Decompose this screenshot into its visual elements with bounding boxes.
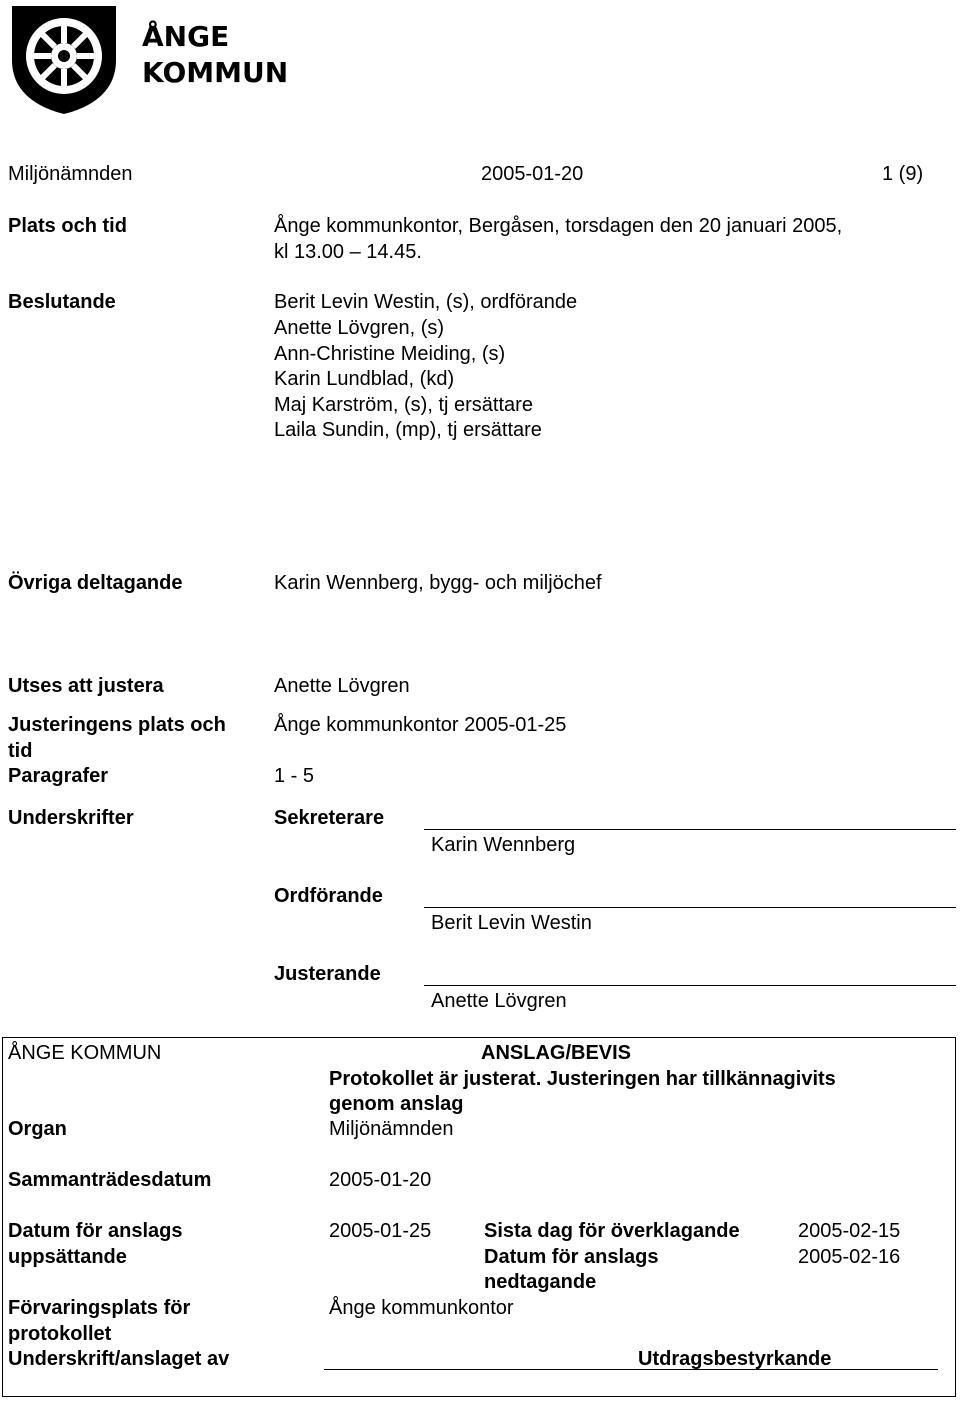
underskrifter-label: Underskrifter	[8, 807, 134, 829]
header-date: 2005-01-20	[481, 163, 584, 185]
anslag-justerat-line-1: Protokollet är justerat. Justeringen har tillkännagivits	[329, 1068, 836, 1090]
anslag-organ-label: Organ	[8, 1118, 67, 1140]
anslag-sammantrade-label: Sammanträdesdatum	[8, 1169, 212, 1191]
anslag-sammantrade-value: 2005-01-20	[329, 1169, 432, 1191]
anslag-uppsattande-label-line-1: Datum för anslags	[8, 1220, 183, 1242]
justeringens-value: Ånge kommunkontor 2005-01-25	[274, 714, 567, 736]
anslag-sista-dag-label: Sista dag för överklagande	[484, 1220, 740, 1242]
signature-role: Ordförande	[274, 885, 383, 907]
header-organ: Miljönämnden	[8, 163, 133, 185]
anslag-underskrift-label: Underskrift/anslaget av	[8, 1348, 230, 1370]
plats-label: Plats och tid	[8, 215, 127, 237]
anslag-justerat-line-2: genom anslag	[329, 1093, 464, 1115]
anslag-box-bottom-border	[2, 1396, 956, 1397]
paragrafer-label: Paragrafer	[8, 765, 109, 787]
beslutande-member: Anette Lövgren, (s)	[274, 317, 445, 339]
anslag-uppsattande-value: 2005-01-25	[329, 1220, 432, 1242]
anslag-utdrag-label: Utdragsbestyrkande	[638, 1348, 832, 1370]
anslag-forvaring-label-line-2: protokollet	[8, 1323, 112, 1345]
signature-name: Berit Levin Westin	[431, 912, 592, 934]
signature-line	[424, 829, 956, 830]
anslag-box-right-border	[955, 1037, 956, 1397]
municipal-shield-logo	[8, 2, 120, 116]
anslag-title: ANSLAG/BEVIS	[481, 1042, 632, 1064]
signature-line	[424, 985, 956, 986]
signature-role: Justerande	[274, 963, 381, 985]
signature-name: Anette Lövgren	[431, 990, 567, 1012]
paragrafer-value: 1 - 5	[274, 765, 315, 787]
signature-name: Karin Wennberg	[431, 834, 576, 856]
anslag-nedtagande-value: 2005-02-16	[798, 1246, 901, 1268]
signature-line	[424, 907, 956, 908]
logo-line-1: ÅNGE	[142, 20, 230, 53]
anslag-underskrift-line	[324, 1369, 938, 1370]
beslutande-member: Maj Karström, (s), tj ersättare	[274, 394, 533, 416]
utses-value: Anette Lövgren	[274, 675, 410, 697]
anslag-uppsattande-label-line-2: uppsättande	[8, 1246, 127, 1268]
anslag-nedtagande-label-line-1: Datum för anslags	[484, 1246, 659, 1268]
header-page-number: 1 (9)	[882, 163, 924, 185]
beslutande-member: Ann-Christine Meiding, (s)	[274, 343, 506, 365]
anslag-organ-value: Miljönämnden	[329, 1118, 454, 1140]
beslutande-label: Beslutande	[8, 291, 116, 313]
anslag-box-left-border	[2, 1037, 3, 1397]
logo-line-2: KOMMUN	[142, 56, 289, 89]
beslutande-member: Karin Lundblad, (kd)	[274, 368, 455, 390]
anslag-kommun: ÅNGE KOMMUN	[8, 1042, 162, 1064]
plats-value-line-1: Ånge kommunkontor, Bergåsen, torsdagen den 20 januari 2005,	[274, 215, 843, 237]
justeringens-label-line-1: Justeringens plats och	[8, 714, 226, 736]
beslutande-member: Berit Levin Westin, (s), ordförande	[274, 291, 578, 313]
utses-label: Utses att justera	[8, 675, 164, 697]
anslag-forvaring-value: Ånge kommunkontor	[329, 1297, 514, 1319]
plats-value-line-2: kl 13.00 – 14.45.	[274, 241, 422, 263]
anslag-nedtagande-label-line-2: nedtagande	[484, 1271, 597, 1293]
justeringens-label-line-2: tid	[8, 740, 33, 762]
anslag-forvaring-label-line-1: Förvaringsplats för	[8, 1297, 191, 1319]
signature-role: Sekreterare	[274, 807, 385, 829]
ovriga-label: Övriga deltagande	[8, 572, 183, 594]
beslutande-member: Laila Sundin, (mp), tj ersättare	[274, 419, 542, 441]
anslag-box-top-border	[2, 1037, 956, 1038]
anslag-sista-dag-value: 2005-02-15	[798, 1220, 901, 1242]
ovriga-value: Karin Wennberg, bygg- och miljöchef	[274, 572, 602, 594]
